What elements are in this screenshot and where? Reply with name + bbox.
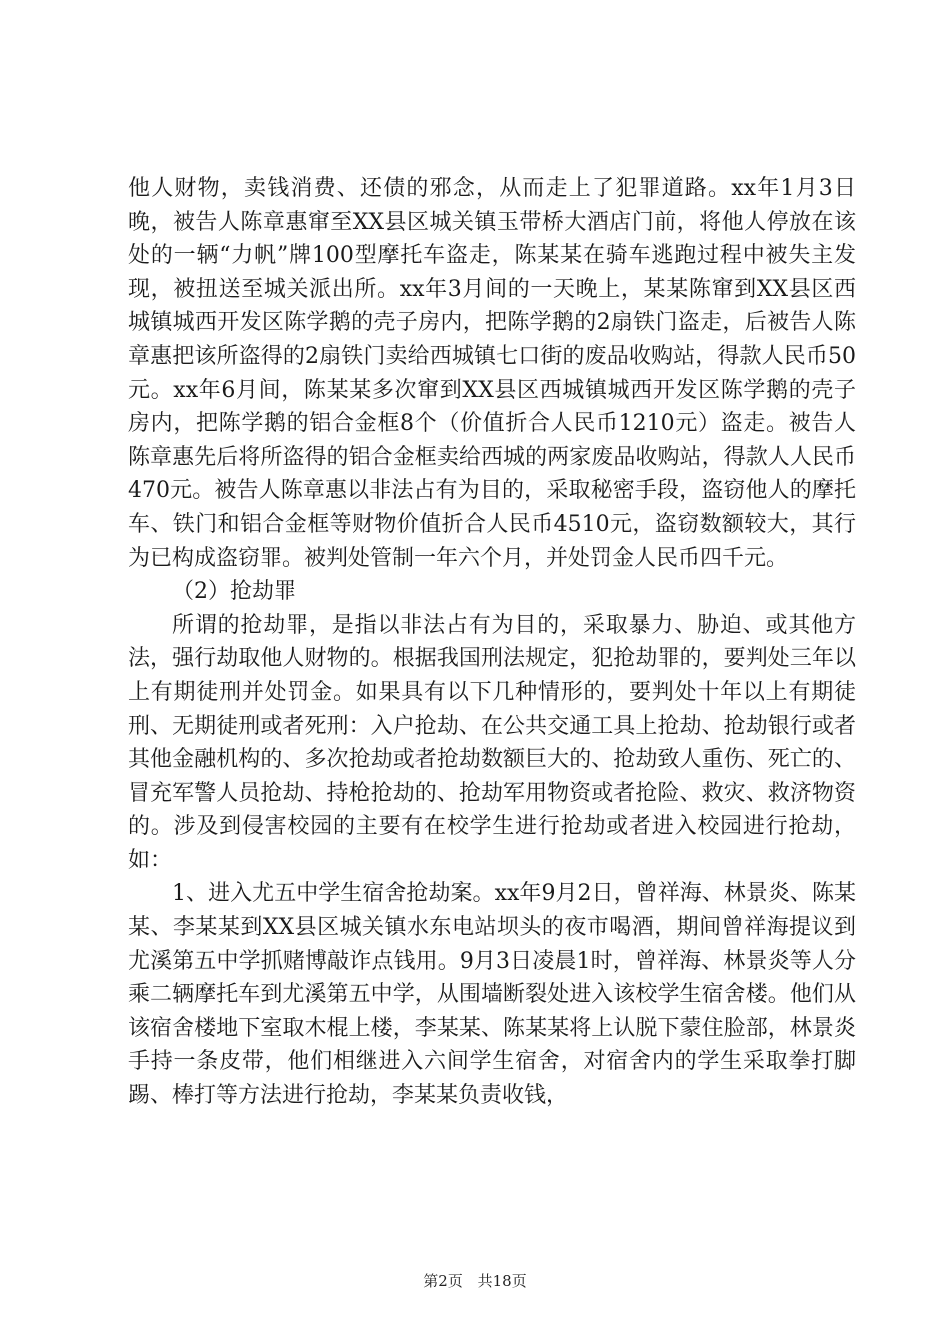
paragraph-theft-case: 他人财物，卖钱消费、还债的邪念，从而走上了犯罪道路。xx年1月3日晚，被告人陈章惠窜至XX县区城关镇玉带桥大酒店门前，将他人停放在该处的一辆“力帆”牌100型摩托车盗走，陈某某在骑车逃跑过程中被失主发现，被扭送至城关派出所。xx年3月间的一天晚上，某某陈窜到XX县区西城镇城西开发区陈学鹅的壳子房内，把陈学鹅的2扇铁门盗走，后被告人陈章惠把该所盗得的2扇铁门卖给西城镇七口街的废品收购站，得款人民币50元。xx年6月间，陈某某多次窜到XX县区西城镇城西开发区陈学鹅的壳子房内，把陈学鹅的铝合金框8个（价值折合人民币1210元）盗走。被告人陈章惠先后将所盗得的铝合金框卖给西城的两家废品收购站，得款人人民币470元。被告人陈章惠以非法占有为目的，采取秘密手段，盗窃他人的摩托车、铁门和铝合金框等财物价值折合人民币4510元，盗窃数额较大，其行为已构成盗窃罪。被判处管制一年六个月，并处罚金人民币四千元。 xyxy=(128,176,856,571)
page-total: 共18页 xyxy=(477,1272,527,1290)
page-footer xyxy=(0,1270,950,1291)
paragraph-robbery-definition: 所谓的抢劫罪，是指以非法占有为目的，采取暴力、胁迫、或其他方法，强行劫取他人财物的。根据我国刑法规定，犯抢劫罪的，要判处三年以上有期徒刑并处罚金。如果具有以下几种情形的，要判处十年以上有期徒刑、无期徒刑或者死刑：入户抢劫、在公共交通工具上抢劫、抢劫银行或者其他金融机构的、多次抢劫或者抢劫数额巨大的、抢劫致人重伤、死亡的、冒充军警人员抢劫、持枪抢劫的、抢劫军用物资或者抢险、救灾、救济物资的。涉及到侵害校园的主要有在校学生进行抢劫或者进入校园进行抢劫，如： xyxy=(128,612,856,873)
paragraph-robbery-case-1: 1、进入尤五中学生宿舍抢劫案。xx年9月2日，曾祥海、林景炎、陈某某、李某某到XX县区城关镇水东电站坝头的夜市喝酒，期间曾祥海提议到尤溪第五中学抓赌博敲诈点钱用。9月3日凌晨1时，曾祥海、林景炎等人分乘二辆摩托车到尤溪第五中学，从围墙断裂处进入该校学生宿舍楼。他们从该宿舍楼地下室取木棍上楼，李某某、陈某某将上认脱下蒙住脸部，林景炎手持一条皮带，他们相继进入六间学生宿舍，对宿舍内的学生采取拳打脚踢、棒打等方法进行抢劫，李某某负责收钱， xyxy=(128,881,856,1109)
document-body xyxy=(128,172,856,1113)
page-number: 第2页 xyxy=(423,1272,463,1290)
section-heading-robbery: （2）抢劫罪 xyxy=(172,579,296,605)
